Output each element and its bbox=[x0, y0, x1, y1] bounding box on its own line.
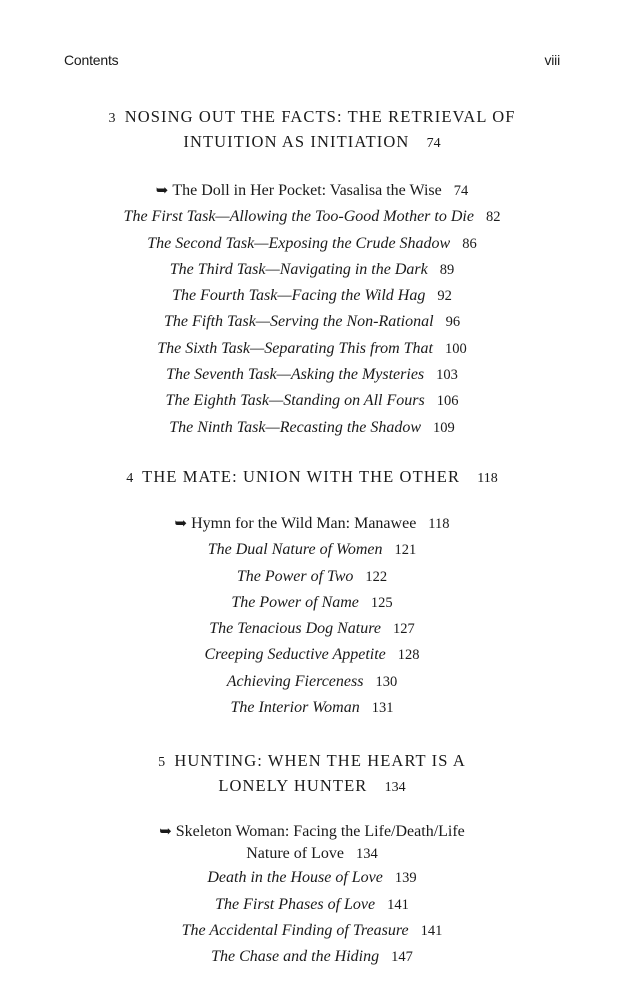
chapter-title-line: NOSING OUT THE FACTS: THE RETRIEVAL OF bbox=[124, 107, 516, 126]
section-page: 141 bbox=[387, 896, 409, 913]
arrow-icon: ➥ bbox=[174, 515, 188, 532]
section-page: 96 bbox=[445, 314, 461, 331]
chapter-number: 4 bbox=[126, 470, 134, 486]
section-entry bbox=[0, 415, 624, 441]
chapter-entries bbox=[0, 178, 624, 441]
section-entry bbox=[0, 590, 624, 616]
section-title: Achieving Fierceness bbox=[226, 672, 364, 690]
section-page: 89 bbox=[439, 261, 455, 278]
arrow-icon: ➥ bbox=[159, 824, 172, 841]
section-page: 130 bbox=[375, 673, 398, 690]
section-entry bbox=[0, 695, 624, 721]
section-entry bbox=[0, 564, 624, 590]
section-page: 92 bbox=[437, 288, 452, 305]
chapter-heading bbox=[0, 465, 624, 490]
section-title: Death in the House of Love bbox=[207, 869, 383, 887]
section-page: 141 bbox=[420, 922, 443, 939]
chapter-title-line: INTUITION AS INITIATION bbox=[183, 132, 410, 151]
section-entry bbox=[0, 944, 624, 970]
section-title: The Dual Nature of Women bbox=[207, 541, 383, 559]
section-title: The Seventh Task—Asking the Mysteries bbox=[166, 366, 425, 384]
section-title: The Sixth Task—Separating This from That bbox=[157, 339, 433, 357]
section-title: The Chase and the Hiding bbox=[211, 948, 380, 966]
section-entry bbox=[0, 388, 624, 414]
section-entry bbox=[0, 231, 624, 257]
section-title: The First Task—Allowing the Too-Good Mother to Die bbox=[123, 208, 474, 226]
chapter-heading bbox=[0, 749, 624, 799]
section-title: The First Phases of Love bbox=[215, 895, 376, 913]
section-entry bbox=[0, 537, 624, 563]
story-entry bbox=[0, 178, 624, 204]
section-entry bbox=[0, 283, 624, 309]
running-head-title: Contents bbox=[64, 52, 119, 68]
section-entry bbox=[0, 865, 624, 891]
section-page: 121 bbox=[394, 542, 417, 559]
story-title: The Doll in Her Pocket: Vasalisa the Wise bbox=[172, 182, 442, 199]
section-title: The Accidental Finding of Treasure bbox=[181, 921, 409, 939]
story-page: 134 bbox=[355, 846, 378, 863]
section-page: 109 bbox=[433, 419, 455, 436]
section-page: 82 bbox=[485, 209, 501, 226]
table-of-contents bbox=[0, 105, 624, 971]
section-title: The Third Task—Navigating in the Dark bbox=[169, 260, 428, 278]
section-page: 125 bbox=[370, 594, 393, 611]
section-title: The Power of Name bbox=[231, 593, 359, 611]
chapter-page: 134 bbox=[384, 780, 406, 796]
section-entry bbox=[0, 669, 624, 695]
section-entry bbox=[0, 362, 624, 388]
section-title: The Fourth Task—Facing the Wild Hag bbox=[172, 287, 426, 305]
story-entry bbox=[0, 821, 624, 865]
section-entry bbox=[0, 918, 624, 944]
section-entry bbox=[0, 204, 624, 230]
section-title: The Second Task—Exposing the Crude Shadow bbox=[147, 234, 451, 252]
chapter-title-line: LONELY HUNTER bbox=[218, 776, 368, 796]
chapter-page: 74 bbox=[426, 136, 441, 151]
section-page: 131 bbox=[371, 700, 394, 717]
section-title: The Power of Two bbox=[236, 567, 354, 585]
section-entry bbox=[0, 642, 624, 668]
section-title: The Eighth Task—Standing on All Fours bbox=[165, 392, 425, 410]
story-title: Skeleton Woman: Facing the Life/Death/Life bbox=[175, 823, 465, 841]
section-page: 128 bbox=[397, 647, 420, 664]
section-page: 106 bbox=[436, 393, 459, 410]
section-page: 139 bbox=[394, 870, 417, 887]
section-page: 100 bbox=[445, 340, 467, 357]
section-title: The Ninth Task—Recasting the Shadow bbox=[169, 418, 422, 436]
section-page: 122 bbox=[365, 568, 388, 585]
chapter-number: 5 bbox=[158, 755, 166, 771]
story-entry bbox=[0, 511, 624, 537]
section-entry bbox=[0, 616, 624, 642]
chapter-page: 118 bbox=[477, 470, 498, 486]
page-number: viii bbox=[544, 52, 560, 68]
arrow-icon: ➥ bbox=[155, 183, 169, 199]
section-page: 147 bbox=[391, 949, 413, 966]
section-title: The Fifth Task—Serving the Non-Rational bbox=[163, 313, 434, 331]
story-title: Hymn for the Wild Man: Manawee bbox=[191, 514, 417, 532]
story-page: 74 bbox=[453, 183, 469, 199]
story-title: Nature of Love bbox=[246, 845, 344, 863]
section-page: 86 bbox=[462, 235, 477, 252]
chapter-number: 3 bbox=[108, 111, 116, 126]
section-entry bbox=[0, 336, 624, 362]
section-entry bbox=[0, 309, 624, 335]
chapter-entries bbox=[0, 821, 624, 970]
section-title: The Interior Woman bbox=[230, 699, 360, 717]
section-entry bbox=[0, 257, 624, 283]
section-page: 103 bbox=[436, 367, 458, 384]
story-page: 118 bbox=[428, 515, 450, 532]
section-title: Creeping Seductive Appetite bbox=[204, 646, 386, 664]
chapter-title-line: THE MATE: UNION WITH THE OTHER bbox=[142, 466, 461, 486]
section-title: The Tenacious Dog Nature bbox=[209, 620, 381, 638]
chapter-entries bbox=[0, 511, 624, 721]
section-page: 127 bbox=[392, 621, 415, 638]
chapter-heading bbox=[0, 105, 624, 155]
section-entry bbox=[0, 892, 624, 918]
chapter-title-line: HUNTING: WHEN THE HEART IS A bbox=[174, 751, 466, 771]
